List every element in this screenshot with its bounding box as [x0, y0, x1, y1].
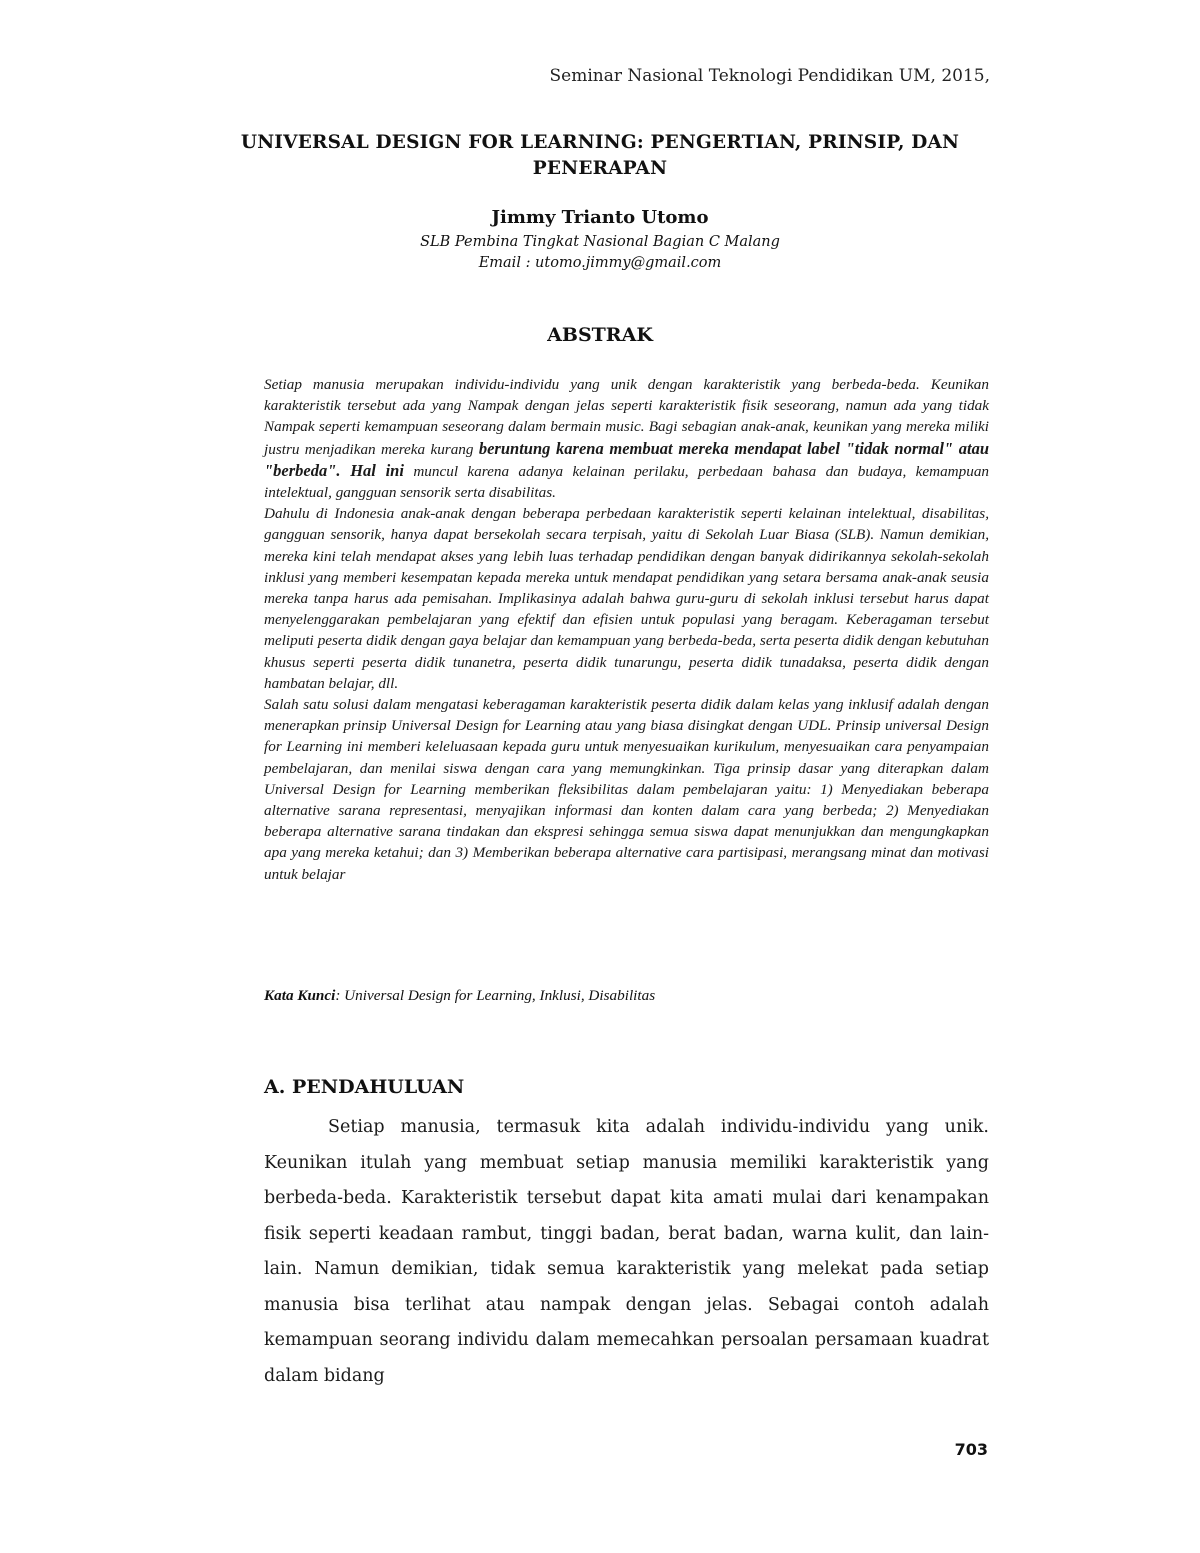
affiliation: SLB Pembina Tingkat Nasional Bagian C Malang: [420, 234, 780, 250]
abstract-paragraph-2: Dahulu di Indonesia anak-anak dengan beberapa perbedaan karakteristik seperti kelainan intelektual, disabilitas, gangguan sensorik, hanya dapat bersekolah secara terpisah, yaitu di Sekolah Luar Biasa (SLB). Namun demikian, mereka kini telah mendapat akses yang lebih luas terhadap pendidikan dengan banyak didirikannya sekolah-sekolah inklusi yang memberi kesempatan kepada mereka untuk mendapat pendidikan yang setara bersama anak-anak seusia mereka tanpa harus ada pemisahan. Implikasinya adalah bahwa guru-guru di sekolah inklusi tersebut harus dapat menyelenggarakan pembelajaran yang efektif dan efisien untuk populasi yang beragam. Keberagaman tersebut meliputi peserta didik dengan gaya belajar dan kemampuan yang berbeda-beda, serta peserta didik dengan kebutuhan khusus seperti peserta didik tunanetra, peserta didik tunarungu, peserta didik tunadaksa, peserta didik dengan hambatan belajar, dll.: [264, 505, 989, 692]
abstract-paragraph-1: [264, 374, 989, 503]
keywords: [264, 987, 989, 1005]
title-line-1: UNIVERSAL DESIGN FOR LEARNING: PENGERTIAN, PRINSIP, DAN: [240, 132, 960, 153]
keywords-label: Kata Kunci: [264, 987, 336, 1004]
author-email: Email : utomo.jimmy@gmail.com: [478, 255, 722, 271]
running-header: Seminar Nasional Teknologi Pendidikan UM, 2015,: [549, 66, 990, 86]
abstract-p1-rest: muncul karena adanya kelainan perilaku, perbedaan bahasa dan budaya, kemampuan intelektual, gangguan sensorik serta disabilitas.: [264, 462, 990, 502]
body-paragraph: Setiap manusia, termasuk kita adalah individu-individu yang unik. Keunikan itulah yang membuat setiap manusia memiliki karakteristik yang berbeda-beda. Karakteristik tersebut dapat kita amati mulai dari kenampakan fisik seperti keadaan rambut, tinggi badan, berat badan, warna kulit, dan lain-lain. Namun demikian, tidak semua karakteristik yang melekat pada setiap manusia bisa terlihat atau nampak dengan jelas. Sebagai contoh adalah kemampuan seorang individu dalam memecahkan persoalan persamaan kuadrat dalam bidang: [264, 1117, 989, 1386]
paper-title: [220, 130, 980, 182]
abstract-p1-bold: beruntung karena membuat mereka mendapat label "tidak normal" atau "berbeda". Hal ini: [264, 438, 989, 480]
section-heading: A. PENDAHULUAN: [264, 1076, 465, 1098]
author-affiliation-block: [220, 232, 980, 274]
author-name: Jimmy Trianto Utomo: [491, 207, 709, 228]
keywords-text: : Universal Design for Learning, Inklusi, Disabilitas: [335, 987, 656, 1004]
abstract-heading: ABSTRAK: [547, 324, 653, 346]
page-number: 703: [954, 1440, 988, 1459]
abstract-paragraph-3: Salah satu solusi dalam mengatasi keberagaman karakteristik peserta didik dalam kelas yang inklusif adalah dengan menerapkan prinsip Universal Design for Learning atau yang biasa disingkat dengan UDL. Prinsip universal Design for Learning ini memberi keleluasaan kepada guru untuk menyesuaikan kurikulum, menyesuaikan cara penyampaian pembelajaran, dan menilai siswa dengan cara yang memungkinkan. Tiga prinsip dasar yang diterapkan dalam Universal Design for Learning memberikan fleksibilitas dalam pembelajaran yaitu: 1) Menyediakan beberapa alternative sarana representasi, menyajikan informasi dan konten dalam cara yang berbeda; 2) Menyediakan beberapa alternative sarana tindakan dan ekspresi sehingga semua siswa dapat menunjukkan dan mengungkapkan apa yang mereka ketahui; dan 3) Memberikan beberapa alternative cara partisipasi, merangsang minat dan motivasi untuk belajar: [264, 696, 989, 883]
abstract-p1-intro: Setiap manusia merupakan individu-individu yang unik dengan karakteristik yang berbeda-beda. Keunikan karakteristik tersebut ada yang Nampak dengan jelas seperti karakteristik fisik seseorang, namun ada yang tidak Nampak seperti kemampuan seseorang dalam bermain music. Bagi sebagian anak-anak, keunikan yang mereka miliki justru menjadikan mereka kurang: [264, 376, 989, 458]
abstract-body: [264, 374, 989, 885]
title-line-2: PENERAPAN: [532, 158, 668, 179]
